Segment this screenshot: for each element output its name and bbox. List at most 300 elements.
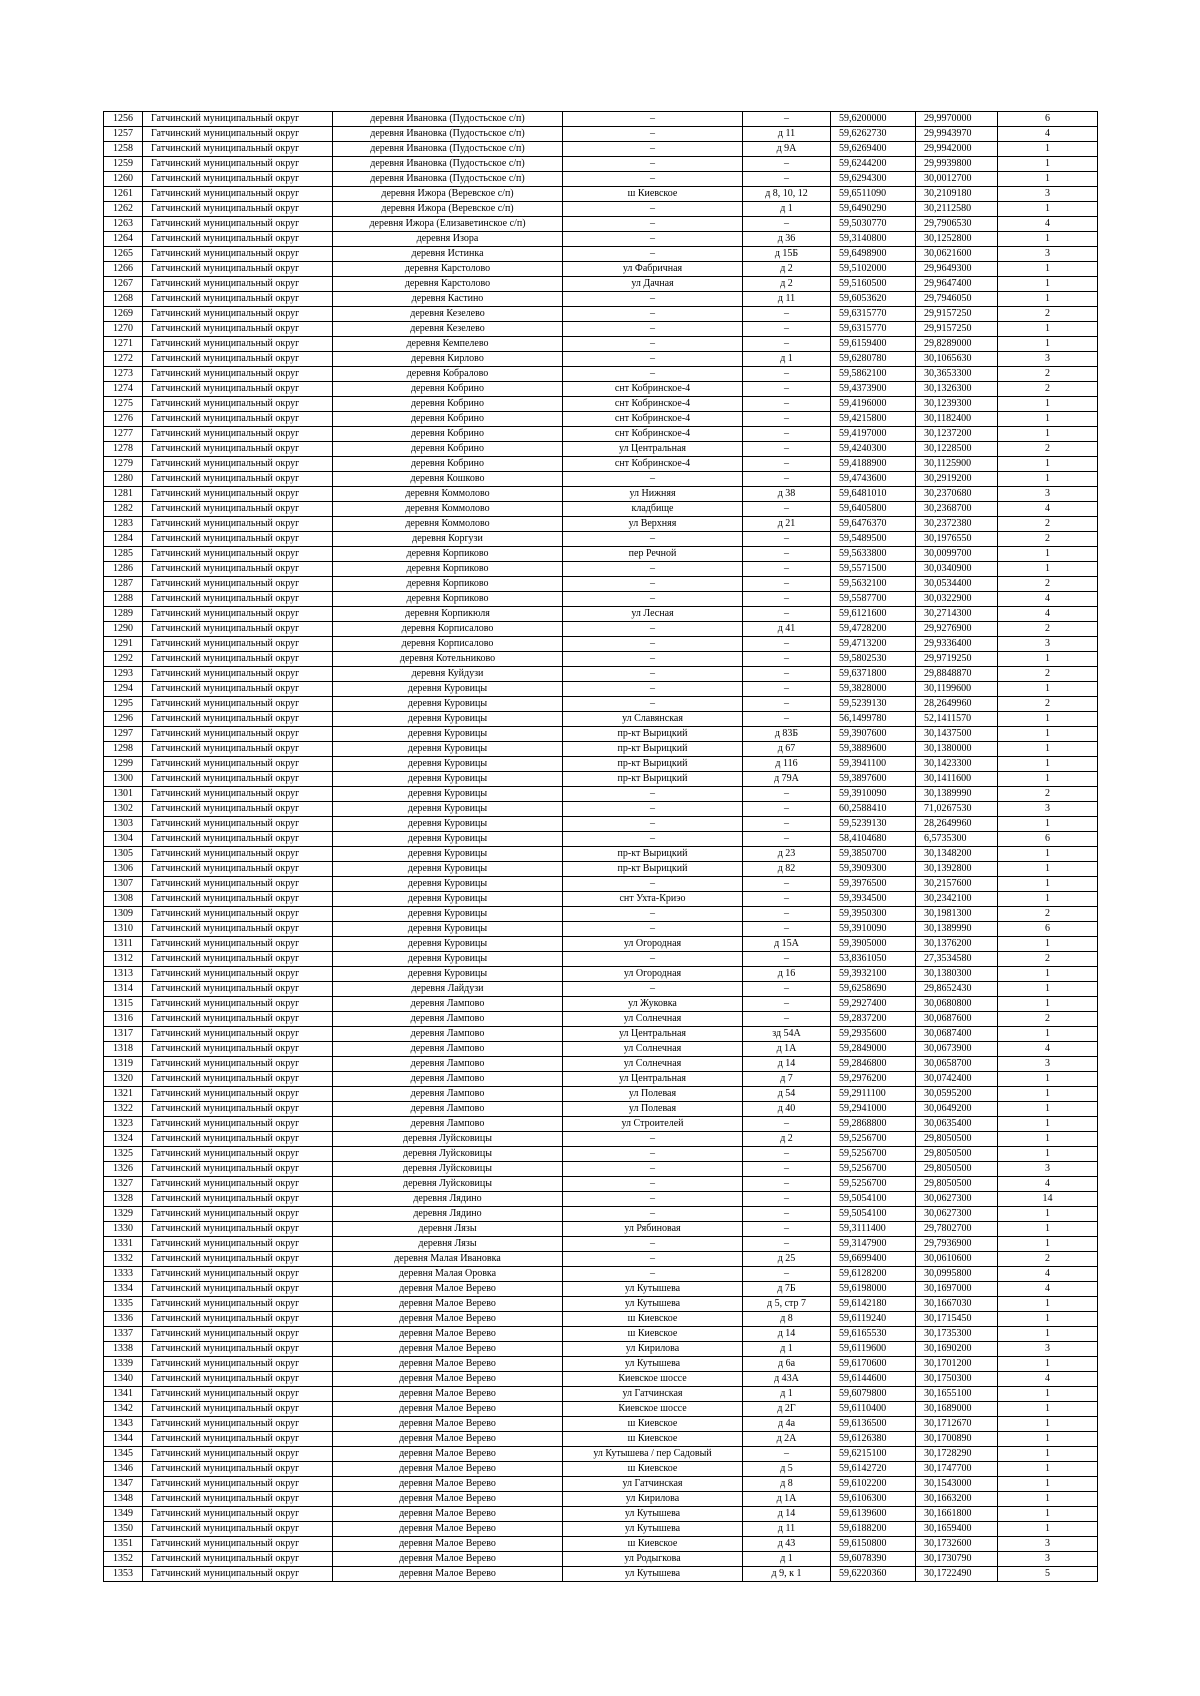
street-cell: – — [563, 1192, 743, 1207]
row-number: 1314 — [104, 982, 143, 997]
street-cell: – — [563, 337, 743, 352]
settlement-cell: деревня Куровицы — [333, 697, 563, 712]
longitude-cell: 29,8050500 — [916, 1162, 998, 1177]
longitude-cell: 27,3534580 — [916, 952, 998, 967]
table-row — [104, 1312, 1098, 1327]
settlement-cell: деревня Куровицы — [333, 892, 563, 907]
row-number: 1319 — [104, 1057, 143, 1072]
count-cell: 6 — [998, 112, 1098, 127]
table-row — [104, 1282, 1098, 1297]
house-cell: – — [743, 592, 831, 607]
count-cell: 1 — [998, 742, 1098, 757]
house-cell: д 2 — [743, 1132, 831, 1147]
count-cell: 3 — [998, 637, 1098, 652]
district-cell: Гатчинский муниципальный округ — [143, 1522, 333, 1537]
district-cell: Гатчинский муниципальный округ — [143, 1162, 333, 1177]
row-number: 1351 — [104, 1537, 143, 1552]
settlement-cell: деревня Куйдузи — [333, 667, 563, 682]
district-cell: Гатчинский муниципальный округ — [143, 457, 333, 472]
district-cell: Гатчинский муниципальный округ — [143, 382, 333, 397]
row-number: 1336 — [104, 1312, 143, 1327]
longitude-cell: 30,1655100 — [916, 1387, 998, 1402]
latitude-cell: 59,6498900 — [831, 247, 916, 262]
table-row — [104, 1417, 1098, 1432]
settlement-cell: деревня Коммолово — [333, 502, 563, 517]
row-number: 1327 — [104, 1177, 143, 1192]
settlement-cell: деревня Карстолово — [333, 277, 563, 292]
street-cell: – — [563, 307, 743, 322]
count-cell: 4 — [998, 217, 1098, 232]
table-row — [104, 1267, 1098, 1282]
row-number: 1339 — [104, 1357, 143, 1372]
district-cell: Гатчинский муниципальный округ — [143, 1012, 333, 1027]
house-cell: – — [743, 877, 831, 892]
district-cell: Гатчинский муниципальный округ — [143, 487, 333, 502]
longitude-cell: 30,1348200 — [916, 847, 998, 862]
latitude-cell: 59,5489500 — [831, 532, 916, 547]
street-cell: ул Кутышева / пер Садовый — [563, 1447, 743, 1462]
street-cell: пр-кт Вырицкий — [563, 847, 743, 862]
table-row — [104, 757, 1098, 772]
settlement-cell: деревня Лязы — [333, 1237, 563, 1252]
table-row — [104, 1567, 1098, 1582]
count-cell: 1 — [998, 862, 1098, 877]
longitude-cell: 30,1326300 — [916, 382, 998, 397]
table-row — [104, 307, 1098, 322]
longitude-cell: 30,0627300 — [916, 1207, 998, 1222]
street-cell: ул Солнечная — [563, 1012, 743, 1027]
longitude-cell: 30,0658700 — [916, 1057, 998, 1072]
count-cell: 2 — [998, 907, 1098, 922]
district-cell: Гатчинский муниципальный округ — [143, 787, 333, 802]
house-cell: д 5, стр 7 — [743, 1297, 831, 1312]
district-cell: Гатчинский муниципальный округ — [143, 832, 333, 847]
table-row — [104, 1492, 1098, 1507]
row-number: 1292 — [104, 652, 143, 667]
district-cell: Гатчинский муниципальный округ — [143, 1297, 333, 1312]
latitude-cell: 59,3828000 — [831, 682, 916, 697]
settlement-cell: деревня Лампово — [333, 1102, 563, 1117]
house-cell: – — [743, 322, 831, 337]
table-row — [104, 1072, 1098, 1087]
settlement-cell: деревня Куровицы — [333, 742, 563, 757]
longitude-cell: 30,1689000 — [916, 1402, 998, 1417]
longitude-cell: 29,8050500 — [916, 1132, 998, 1147]
street-cell: – — [563, 787, 743, 802]
row-number: 1322 — [104, 1102, 143, 1117]
table-row — [104, 1342, 1098, 1357]
row-number: 1352 — [104, 1552, 143, 1567]
count-cell: 1 — [998, 202, 1098, 217]
settlement-cell: деревня Куровицы — [333, 937, 563, 952]
longitude-cell: 30,1437500 — [916, 727, 998, 742]
house-cell: – — [743, 907, 831, 922]
house-cell: – — [743, 1192, 831, 1207]
table-row — [104, 217, 1098, 232]
longitude-cell: 29,9943970 — [916, 127, 998, 142]
longitude-cell: 29,8652430 — [916, 982, 998, 997]
settlement-cell: деревня Корпиково — [333, 547, 563, 562]
house-cell: д 15Б — [743, 247, 831, 262]
table-row — [104, 697, 1098, 712]
longitude-cell: 30,1392800 — [916, 862, 998, 877]
settlement-cell: деревня Изора — [333, 232, 563, 247]
street-cell: ул Кирилова — [563, 1342, 743, 1357]
table-row — [104, 667, 1098, 682]
district-cell: Гатчинский муниципальный округ — [143, 547, 333, 562]
settlement-cell: деревня Куровицы — [333, 727, 563, 742]
district-cell: Гатчинский муниципальный округ — [143, 412, 333, 427]
table-row — [104, 742, 1098, 757]
longitude-cell: 52,1411570 — [916, 712, 998, 727]
street-cell: ш Киевское — [563, 187, 743, 202]
house-cell: – — [743, 427, 831, 442]
settlement-cell: деревня Малое Верево — [333, 1432, 563, 1447]
street-cell: – — [563, 202, 743, 217]
settlement-cell: деревня Куровицы — [333, 877, 563, 892]
street-cell: – — [563, 322, 743, 337]
row-number: 1266 — [104, 262, 143, 277]
district-cell: Гатчинский муниципальный округ — [143, 1402, 333, 1417]
latitude-cell: 59,4215800 — [831, 412, 916, 427]
street-cell: ул Центральная — [563, 442, 743, 457]
house-cell: – — [743, 382, 831, 397]
street-cell: – — [563, 1147, 743, 1162]
street-cell: снт Кобринское-4 — [563, 457, 743, 472]
settlement-cell: деревня Малое Верево — [333, 1552, 563, 1567]
row-number: 1275 — [104, 397, 143, 412]
table-row — [104, 382, 1098, 397]
settlement-cell: деревня Малое Верево — [333, 1357, 563, 1372]
street-cell: снт Кобринское-4 — [563, 397, 743, 412]
count-cell: 2 — [998, 517, 1098, 532]
district-cell: Гатчинский муниципальный округ — [143, 607, 333, 622]
house-cell: – — [743, 457, 831, 472]
district-cell: Гатчинский муниципальный округ — [143, 187, 333, 202]
latitude-cell: 59,6200000 — [831, 112, 916, 127]
count-cell: 1 — [998, 1387, 1098, 1402]
longitude-cell: 29,8289000 — [916, 337, 998, 352]
count-cell: 1 — [998, 1522, 1098, 1537]
settlement-cell: деревня Лядино — [333, 1192, 563, 1207]
longitude-cell: 30,3653300 — [916, 367, 998, 382]
table-row — [104, 1537, 1098, 1552]
count-cell: 1 — [998, 397, 1098, 412]
settlement-cell: деревня Малое Верево — [333, 1327, 563, 1342]
settlement-cell: деревня Корпиково — [333, 577, 563, 592]
count-cell: 2 — [998, 787, 1098, 802]
settlement-cell: деревня Корписалово — [333, 637, 563, 652]
settlement-cell: деревня Коммолово — [333, 517, 563, 532]
street-cell: ш Киевское — [563, 1462, 743, 1477]
street-cell: пр-кт Вырицкий — [563, 742, 743, 757]
latitude-cell: 59,5632100 — [831, 577, 916, 592]
settlement-cell: деревня Кезелево — [333, 307, 563, 322]
row-number: 1297 — [104, 727, 143, 742]
longitude-cell: 30,0742400 — [916, 1072, 998, 1087]
row-number: 1301 — [104, 787, 143, 802]
district-cell: Гатчинский муниципальный округ — [143, 337, 333, 352]
row-number: 1278 — [104, 442, 143, 457]
house-cell: д 40 — [743, 1102, 831, 1117]
house-cell: – — [743, 607, 831, 622]
street-cell: ул Кутышева — [563, 1297, 743, 1312]
latitude-cell: 59,6126380 — [831, 1432, 916, 1447]
house-cell: – — [743, 892, 831, 907]
house-cell: д 54 — [743, 1087, 831, 1102]
district-cell: Гатчинский муниципальный округ — [143, 112, 333, 127]
district-cell: Гатчинский муниципальный округ — [143, 562, 333, 577]
latitude-cell: 59,4728200 — [831, 622, 916, 637]
house-cell: д 25 — [743, 1252, 831, 1267]
count-cell: 1 — [998, 547, 1098, 562]
table-row — [104, 532, 1098, 547]
latitude-cell: 59,3910090 — [831, 922, 916, 937]
count-cell: 1 — [998, 322, 1098, 337]
longitude-cell: 30,1663200 — [916, 1492, 998, 1507]
settlement-cell: деревня Малое Верево — [333, 1447, 563, 1462]
count-cell: 6 — [998, 922, 1098, 937]
settlement-cell: деревня Ивановка (Пудостьское с/п) — [333, 157, 563, 172]
latitude-cell: 59,5862100 — [831, 367, 916, 382]
street-cell: ш Киевское — [563, 1312, 743, 1327]
row-number: 1324 — [104, 1132, 143, 1147]
house-cell: д 2 — [743, 262, 831, 277]
latitude-cell: 59,6170600 — [831, 1357, 916, 1372]
settlement-cell: деревня Куровицы — [333, 817, 563, 832]
row-number: 1340 — [104, 1372, 143, 1387]
row-number: 1310 — [104, 922, 143, 937]
street-cell: – — [563, 952, 743, 967]
row-number: 1283 — [104, 517, 143, 532]
longitude-cell: 30,1237200 — [916, 427, 998, 442]
row-number: 1257 — [104, 127, 143, 142]
row-number: 1328 — [104, 1192, 143, 1207]
street-cell: – — [563, 112, 743, 127]
district-cell: Гатчинский муниципальный округ — [143, 1462, 333, 1477]
count-cell: 2 — [998, 1252, 1098, 1267]
settlement-cell: деревня Куровицы — [333, 802, 563, 817]
longitude-cell: 30,0610600 — [916, 1252, 998, 1267]
district-cell: Гатчинский муниципальный округ — [143, 577, 333, 592]
district-cell: Гатчинский муниципальный округ — [143, 772, 333, 787]
count-cell: 1 — [998, 277, 1098, 292]
settlement-cell: деревня Кобрино — [333, 457, 563, 472]
longitude-cell: 29,8050500 — [916, 1177, 998, 1192]
street-cell: – — [563, 142, 743, 157]
row-number: 1268 — [104, 292, 143, 307]
latitude-cell: 59,6315770 — [831, 307, 916, 322]
district-cell: Гатчинский муниципальный округ — [143, 1222, 333, 1237]
street-cell: ул Огородная — [563, 967, 743, 982]
count-cell: 1 — [998, 997, 1098, 1012]
settlement-cell: деревня Кастино — [333, 292, 563, 307]
table-row — [104, 592, 1098, 607]
latitude-cell: 59,6139600 — [831, 1507, 916, 1522]
row-number: 1333 — [104, 1267, 143, 1282]
house-cell: д 43А — [743, 1372, 831, 1387]
row-number: 1267 — [104, 277, 143, 292]
settlement-cell: деревня Луйсковицы — [333, 1162, 563, 1177]
table-row — [104, 1447, 1098, 1462]
district-cell: Гатчинский муниципальный округ — [143, 892, 333, 907]
settlement-cell: деревня Кемпелево — [333, 337, 563, 352]
house-cell: – — [743, 1147, 831, 1162]
count-cell: 1 — [998, 472, 1098, 487]
longitude-cell: 30,2157600 — [916, 877, 998, 892]
row-number: 1298 — [104, 742, 143, 757]
table-row — [104, 712, 1098, 727]
latitude-cell: 59,5256700 — [831, 1132, 916, 1147]
table-row — [104, 682, 1098, 697]
district-cell: Гатчинский муниципальный округ — [143, 1342, 333, 1357]
settlement-cell: деревня Кобралово — [333, 367, 563, 382]
house-cell: д 14 — [743, 1507, 831, 1522]
latitude-cell: 59,5030770 — [831, 217, 916, 232]
latitude-cell: 59,2846800 — [831, 1057, 916, 1072]
table-row — [104, 877, 1098, 892]
house-cell: – — [743, 787, 831, 802]
latitude-cell: 59,6128200 — [831, 1267, 916, 1282]
district-cell: Гатчинский муниципальный округ — [143, 667, 333, 682]
settlements-table — [103, 111, 1098, 1582]
latitude-cell: 59,2837200 — [831, 1012, 916, 1027]
row-number: 1323 — [104, 1117, 143, 1132]
table-row — [104, 982, 1098, 997]
longitude-cell: 30,2368700 — [916, 502, 998, 517]
table-row — [104, 637, 1098, 652]
house-cell: д 11 — [743, 127, 831, 142]
latitude-cell: 59,6258690 — [831, 982, 916, 997]
row-number: 1300 — [104, 772, 143, 787]
latitude-cell: 59,6121600 — [831, 607, 916, 622]
district-cell: Гатчинский муниципальный округ — [143, 1147, 333, 1162]
longitude-cell: 30,1380000 — [916, 742, 998, 757]
longitude-cell: 30,0673900 — [916, 1042, 998, 1057]
longitude-cell: 30,2342100 — [916, 892, 998, 907]
row-number: 1260 — [104, 172, 143, 187]
house-cell: – — [743, 502, 831, 517]
settlement-cell: деревня Кобрино — [333, 397, 563, 412]
table-row — [104, 1132, 1098, 1147]
latitude-cell: 59,5239130 — [831, 817, 916, 832]
district-cell: Гатчинский муниципальный округ — [143, 697, 333, 712]
row-number: 1326 — [104, 1162, 143, 1177]
settlement-cell: деревня Лампово — [333, 1087, 563, 1102]
table-row — [104, 1432, 1098, 1447]
longitude-cell: 30,1697000 — [916, 1282, 998, 1297]
district-cell: Гатчинский муниципальный округ — [143, 1042, 333, 1057]
street-cell: – — [563, 217, 743, 232]
settlement-cell: деревня Коргузи — [333, 532, 563, 547]
house-cell: д 1А — [743, 1492, 831, 1507]
row-number: 1318 — [104, 1042, 143, 1057]
table-row — [104, 1147, 1098, 1162]
house-cell: д 2А — [743, 1432, 831, 1447]
longitude-cell: 30,1728290 — [916, 1447, 998, 1462]
count-cell: 2 — [998, 577, 1098, 592]
row-number: 1265 — [104, 247, 143, 262]
table-row — [104, 907, 1098, 922]
table-row — [104, 577, 1098, 592]
street-cell: – — [563, 1252, 743, 1267]
latitude-cell: 59,3147900 — [831, 1237, 916, 1252]
table-row — [104, 1042, 1098, 1057]
longitude-cell: 30,0322900 — [916, 592, 998, 607]
longitude-cell: 30,0687400 — [916, 1027, 998, 1042]
longitude-cell: 29,9970000 — [916, 112, 998, 127]
row-number: 1302 — [104, 802, 143, 817]
longitude-cell: 30,1659400 — [916, 1522, 998, 1537]
row-number: 1353 — [104, 1567, 143, 1582]
table-row — [104, 427, 1098, 442]
settlement-cell: деревня Малое Верево — [333, 1402, 563, 1417]
street-cell: пр-кт Вырицкий — [563, 757, 743, 772]
count-cell: 1 — [998, 712, 1098, 727]
latitude-cell: 59,6142180 — [831, 1297, 916, 1312]
street-cell: ш Киевское — [563, 1432, 743, 1447]
latitude-cell: 59,3932100 — [831, 967, 916, 982]
district-cell: Гатчинский муниципальный округ — [143, 472, 333, 487]
settlement-cell: деревня Котельниково — [333, 652, 563, 667]
table-row — [104, 862, 1098, 877]
settlement-cell: деревня Карстолово — [333, 262, 563, 277]
district-cell: Гатчинский муниципальный округ — [143, 202, 333, 217]
table-row — [104, 352, 1098, 367]
count-cell: 1 — [998, 1327, 1098, 1342]
count-cell: 1 — [998, 427, 1098, 442]
house-cell: – — [743, 337, 831, 352]
row-number: 1320 — [104, 1072, 143, 1087]
street-cell: ул Жуковка — [563, 997, 743, 1012]
table-row — [104, 937, 1098, 952]
settlement-cell: деревня Корпиково — [333, 562, 563, 577]
street-cell: ул Верхняя — [563, 517, 743, 532]
house-cell: – — [743, 667, 831, 682]
latitude-cell: 59,6136500 — [831, 1417, 916, 1432]
house-cell: д 23 — [743, 847, 831, 862]
district-cell: Гатчинский муниципальный округ — [143, 967, 333, 982]
longitude-cell: 6,5735300 — [916, 832, 998, 847]
latitude-cell: 53,8361050 — [831, 952, 916, 967]
row-number: 1295 — [104, 697, 143, 712]
count-cell: 1 — [998, 1027, 1098, 1042]
district-cell: Гатчинский муниципальный округ — [143, 862, 333, 877]
district-cell: Гатчинский муниципальный округ — [143, 802, 333, 817]
district-cell: Гатчинский муниципальный округ — [143, 172, 333, 187]
longitude-cell: 28,2649960 — [916, 697, 998, 712]
house-cell: д 1 — [743, 1552, 831, 1567]
latitude-cell: 59,5102000 — [831, 262, 916, 277]
street-cell: ул Славянская — [563, 712, 743, 727]
district-cell: Гатчинский муниципальный округ — [143, 712, 333, 727]
count-cell: 1 — [998, 1477, 1098, 1492]
longitude-cell: 30,2372380 — [916, 517, 998, 532]
house-cell: – — [743, 172, 831, 187]
table-row — [104, 892, 1098, 907]
street-cell: ул Гатчинская — [563, 1387, 743, 1402]
district-cell: Гатчинский муниципальный округ — [143, 217, 333, 232]
street-cell: кладбище — [563, 502, 743, 517]
table-row — [104, 202, 1098, 217]
street-cell: – — [563, 1267, 743, 1282]
table-row — [104, 1057, 1098, 1072]
longitude-cell: 30,1981300 — [916, 907, 998, 922]
row-number: 1263 — [104, 217, 143, 232]
longitude-cell: 30,1125900 — [916, 457, 998, 472]
row-number: 1273 — [104, 367, 143, 382]
table-row — [104, 277, 1098, 292]
